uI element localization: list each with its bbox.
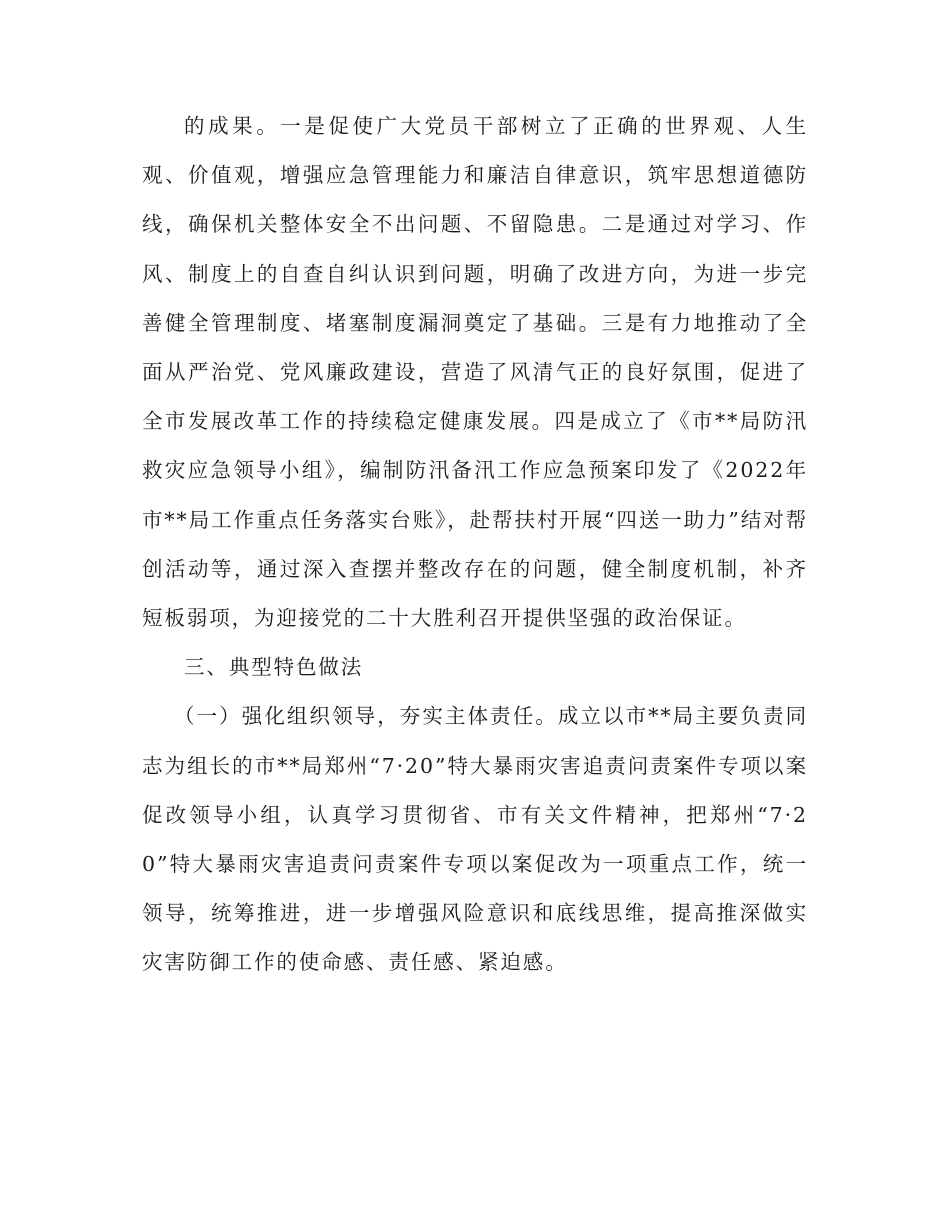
document-body (142, 102, 808, 988)
results-paragraph: 的成果。一是促使广大党员干部树立了正确的世界观、人生观、价值观，增强应急管理能力和廉洁自律意识，筑牢思想道德防线，确保机关整体安全不出问题、不留隐患。二是通过对学习、作风、制度上的自查自纠认识到问题，明确了改进方向，为进一步完善健全管理制度、堵塞制度漏洞奠定了基础。三是有力地推动了全面从严治党、党风廉政建设，营造了风清气正的良好氛围，促进了全市发展改革工作的持续稳定健康发展。四是成立了《市**局防汛救灾应急领导小组》，编制防汛备汛工作应急预案印发了《2022年市**局工作重点任务落实台账》，赴帮扶村开展“四送一助力”结对帮创活动等，通过深入查摆并整改存在的问题，健全制度机制，补齐短板弱项，为迎接党的二十大胜利召开提供坚强的政治保证。 (142, 114, 809, 631)
organization-leadership-paragraph: （一）强化组织领导，夯实主体责任。成立以市**局主要负责同志为组长的市**局郑州“7·20”特大暴雨灾害追责问责案件专项以案促改领导小组，认真学习贯彻省、市有关文件精神，把郑州“7·20”特大暴雨灾害追责问责案件专项以案促改为一项重点工作，统一领导，统筹推进，进一步增强风险意识和底线思维，提高推深做实灾害防御工作的使命感、责任感、紧迫感。 (142, 704, 808, 975)
section-heading: 三、典型特色做法 (184, 655, 364, 680)
